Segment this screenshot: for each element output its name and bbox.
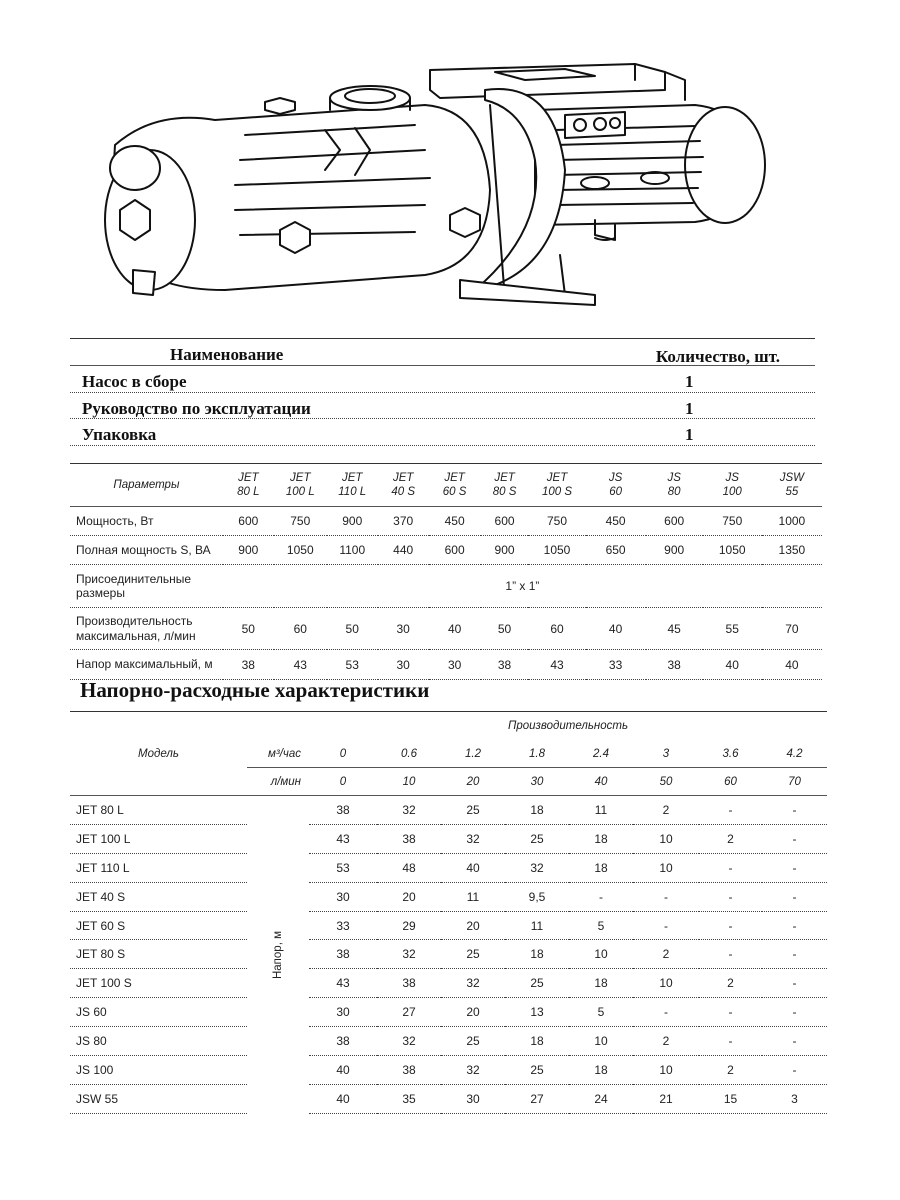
table-cell: - bbox=[762, 882, 827, 911]
lmin-value: 50 bbox=[633, 768, 699, 796]
table-cell: 10 bbox=[633, 1056, 699, 1085]
table-cell: 30 bbox=[441, 1084, 505, 1113]
table-cell: 18 bbox=[569, 1056, 633, 1085]
table-cell: 40 bbox=[703, 650, 762, 680]
table-cell: 25 bbox=[441, 1027, 505, 1056]
table-cell: 900 bbox=[327, 507, 378, 536]
table-cell: 18 bbox=[569, 824, 633, 853]
m3-value: 3 bbox=[633, 740, 699, 768]
table-cell: 38 bbox=[309, 1027, 377, 1056]
table-row bbox=[70, 882, 827, 911]
table-cell: 2 bbox=[633, 940, 699, 969]
table-cell: 50 bbox=[327, 608, 378, 650]
table-row bbox=[70, 940, 827, 969]
pressure-flow-table bbox=[70, 711, 827, 1114]
table-cell: 32 bbox=[441, 1056, 505, 1085]
table-cell: 2 bbox=[633, 1027, 699, 1056]
table-cell: 440 bbox=[378, 536, 429, 565]
table-cell: 43 bbox=[309, 969, 377, 998]
table-cell: 1050 bbox=[274, 536, 327, 565]
table-cell: 33 bbox=[586, 650, 646, 680]
table-cell: - bbox=[762, 1027, 827, 1056]
table-cell: 2 bbox=[699, 969, 762, 998]
table-row bbox=[70, 650, 822, 680]
table-cell: 370 bbox=[378, 507, 429, 536]
row-model: JET 110 L bbox=[70, 853, 247, 882]
table-row bbox=[70, 1084, 827, 1113]
table-row bbox=[70, 853, 827, 882]
table-cell: 15 bbox=[699, 1084, 762, 1113]
table-cell: 13 bbox=[505, 998, 569, 1027]
table-row bbox=[70, 536, 822, 565]
row-model: JS 100 bbox=[70, 1056, 247, 1085]
table-cell: 32 bbox=[377, 1027, 441, 1056]
table-cell: 10 bbox=[569, 1027, 633, 1056]
table-cell: 29 bbox=[377, 911, 441, 940]
item-name: Руководство по эксплуатации bbox=[82, 398, 311, 418]
table-cell: - bbox=[762, 796, 827, 825]
table-cell: 750 bbox=[703, 507, 762, 536]
table-cell: 70 bbox=[762, 608, 822, 650]
table-cell: 3 bbox=[762, 1084, 827, 1113]
table-cell: 48 bbox=[377, 853, 441, 882]
parameters-table bbox=[70, 463, 822, 680]
row-model: JET 40 S bbox=[70, 882, 247, 911]
head-axis-cell bbox=[247, 796, 309, 1114]
table-cell: 1000 bbox=[762, 507, 822, 536]
lmin-value: 40 bbox=[569, 768, 633, 796]
table-cell: - bbox=[762, 969, 827, 998]
table-cell: 18 bbox=[505, 796, 569, 825]
table-cell: 32 bbox=[505, 853, 569, 882]
unit-m3: м³/час bbox=[247, 740, 309, 768]
table-cell: - bbox=[569, 882, 633, 911]
lmin-value: 0 bbox=[309, 768, 377, 796]
table-cell: 600 bbox=[481, 507, 529, 536]
blank-cell bbox=[247, 712, 309, 741]
capacity-header-row bbox=[70, 712, 827, 741]
m3-value: 0 bbox=[309, 740, 377, 768]
table-cell: 10 bbox=[633, 824, 699, 853]
row-label: Присоединительные размеры bbox=[70, 565, 223, 608]
table-cell: - bbox=[762, 824, 827, 853]
lmin-value: 30 bbox=[505, 768, 569, 796]
section-title: Напорно-расходные характеристики bbox=[80, 678, 430, 702]
table-cell: 600 bbox=[429, 536, 481, 565]
table-cell: 43 bbox=[528, 650, 585, 680]
lmin-value: 60 bbox=[699, 768, 762, 796]
table-cell: 20 bbox=[441, 911, 505, 940]
row-model: JET 60 S bbox=[70, 911, 247, 940]
list-item bbox=[70, 366, 815, 393]
model-header: JET 100 L bbox=[274, 464, 327, 507]
table-cell: 1050 bbox=[528, 536, 585, 565]
table-cell: 9,5 bbox=[505, 882, 569, 911]
model-header: JSW 55 bbox=[762, 464, 822, 507]
table-cell: 27 bbox=[505, 1084, 569, 1113]
table-cell: - bbox=[699, 940, 762, 969]
table-cell: 900 bbox=[223, 536, 274, 565]
table-cell: 600 bbox=[646, 507, 703, 536]
table-cell: 750 bbox=[274, 507, 327, 536]
table-cell: 38 bbox=[481, 650, 529, 680]
table-cell: 40 bbox=[441, 853, 505, 882]
table-cell: 38 bbox=[377, 1056, 441, 1085]
m3-value: 2.4 bbox=[569, 740, 633, 768]
unit-lmin: л/мин bbox=[247, 768, 309, 796]
capacity-header: Производительность bbox=[508, 720, 628, 732]
table-cell: 38 bbox=[646, 650, 703, 680]
item-qty: 1 bbox=[685, 398, 694, 418]
table-cell: 1100 bbox=[327, 536, 378, 565]
table-cell: 20 bbox=[441, 998, 505, 1027]
m3-value: 1.2 bbox=[441, 740, 505, 768]
lmin-value: 20 bbox=[441, 768, 505, 796]
params-header-row bbox=[70, 464, 822, 507]
row-label: Напор максимальный, м bbox=[70, 650, 223, 680]
table-cell: 40 bbox=[429, 608, 481, 650]
table-row bbox=[70, 608, 822, 650]
table-cell: 55 bbox=[703, 608, 762, 650]
table-cell: - bbox=[633, 882, 699, 911]
table-cell: 32 bbox=[441, 824, 505, 853]
table-cell: - bbox=[699, 1027, 762, 1056]
table-cell: 25 bbox=[505, 1056, 569, 1085]
connection-size-value: 1” х 1” bbox=[223, 565, 822, 608]
row-model: JET 80 L bbox=[70, 796, 247, 825]
model-header: JS 80 bbox=[646, 464, 703, 507]
model-header: JET 110 L bbox=[327, 464, 378, 507]
table-cell: 60 bbox=[274, 608, 327, 650]
table-cell: 30 bbox=[309, 998, 377, 1027]
table-row bbox=[70, 1027, 827, 1056]
table-cell: 18 bbox=[569, 853, 633, 882]
model-header: JET 100 S bbox=[528, 464, 585, 507]
table-cell: 1350 bbox=[762, 536, 822, 565]
table-cell: - bbox=[762, 911, 827, 940]
table-cell: 10 bbox=[633, 853, 699, 882]
model-header: JET 40 S bbox=[378, 464, 429, 507]
table-cell: - bbox=[633, 998, 699, 1027]
table-cell: 32 bbox=[377, 796, 441, 825]
table-cell: 900 bbox=[646, 536, 703, 565]
m3-value: 1.8 bbox=[505, 740, 569, 768]
m3-value: 3.6 bbox=[699, 740, 762, 768]
table-cell: 25 bbox=[505, 824, 569, 853]
table-row bbox=[70, 1056, 827, 1085]
table-cell: - bbox=[762, 998, 827, 1027]
table-cell: 38 bbox=[377, 824, 441, 853]
table-cell: 2 bbox=[699, 824, 762, 853]
table-cell: 50 bbox=[223, 608, 274, 650]
lmin-value: 10 bbox=[377, 768, 441, 796]
table-cell: 2 bbox=[699, 1056, 762, 1085]
table-cell: 30 bbox=[378, 650, 429, 680]
table-cell: 35 bbox=[377, 1084, 441, 1113]
table-cell: 18 bbox=[569, 969, 633, 998]
contents-header bbox=[70, 339, 815, 366]
table-cell: 38 bbox=[309, 796, 377, 825]
m3-value: 0.6 bbox=[377, 740, 441, 768]
model-header: JET 80 L bbox=[223, 464, 274, 507]
model-header: JET 80 S bbox=[481, 464, 529, 507]
table-cell: - bbox=[699, 998, 762, 1027]
table-cell: 38 bbox=[223, 650, 274, 680]
table-cell: 27 bbox=[377, 998, 441, 1027]
item-qty: 1 bbox=[685, 425, 694, 444]
head-axis-label: Напор, м bbox=[272, 930, 284, 979]
row-label: Полная мощность S, ВА bbox=[70, 536, 223, 565]
table-cell: 25 bbox=[441, 796, 505, 825]
name-header: Наименование bbox=[170, 345, 284, 364]
table-cell: 900 bbox=[481, 536, 529, 565]
table-row bbox=[70, 911, 827, 940]
list-item bbox=[70, 393, 815, 420]
table-cell: 10 bbox=[569, 940, 633, 969]
table-cell: - bbox=[699, 882, 762, 911]
table-cell: 650 bbox=[586, 536, 646, 565]
table-cell: 38 bbox=[377, 969, 441, 998]
model-header: Модель bbox=[70, 712, 247, 796]
table-cell: 750 bbox=[528, 507, 585, 536]
table-row bbox=[70, 998, 827, 1027]
list-item bbox=[70, 419, 815, 446]
table-row bbox=[70, 969, 827, 998]
row-model: JS 80 bbox=[70, 1027, 247, 1056]
table-cell: 30 bbox=[378, 608, 429, 650]
table-row bbox=[70, 824, 827, 853]
table-cell: 40 bbox=[309, 1056, 377, 1085]
table-cell: 40 bbox=[309, 1084, 377, 1113]
table-cell: - bbox=[699, 911, 762, 940]
table-cell: 5 bbox=[569, 911, 633, 940]
table-cell: 43 bbox=[274, 650, 327, 680]
table-cell: 40 bbox=[586, 608, 646, 650]
table-cell: 11 bbox=[505, 911, 569, 940]
table-cell: 30 bbox=[429, 650, 481, 680]
table-cell: 18 bbox=[505, 940, 569, 969]
table-cell: - bbox=[699, 796, 762, 825]
table-cell: 53 bbox=[327, 650, 378, 680]
table-cell: 450 bbox=[586, 507, 646, 536]
lmin-value: 70 bbox=[762, 768, 827, 796]
table-cell: 33 bbox=[309, 911, 377, 940]
table-row bbox=[70, 507, 822, 536]
params-header: Параметры bbox=[70, 464, 223, 507]
table-cell: 30 bbox=[309, 882, 377, 911]
table-cell: 60 bbox=[528, 608, 585, 650]
model-header: JET 60 S bbox=[429, 464, 481, 507]
row-model: JSW 55 bbox=[70, 1084, 247, 1113]
table-cell: 10 bbox=[633, 969, 699, 998]
table-cell: 20 bbox=[377, 882, 441, 911]
table-cell: 24 bbox=[569, 1084, 633, 1113]
table-cell: 53 bbox=[309, 853, 377, 882]
table-cell: 25 bbox=[441, 940, 505, 969]
row-model: JS 60 bbox=[70, 998, 247, 1027]
pump-illustration bbox=[95, 50, 775, 325]
item-qty: 1 bbox=[685, 372, 694, 391]
model-header: JS 100 bbox=[703, 464, 762, 507]
model-header: JS 60 bbox=[586, 464, 646, 507]
table-cell: - bbox=[633, 911, 699, 940]
item-name: Упаковка bbox=[82, 425, 157, 444]
row-model: JET 100 S bbox=[70, 969, 247, 998]
table-cell: 5 bbox=[569, 998, 633, 1027]
table-cell: 600 bbox=[223, 507, 274, 536]
table-cell: 25 bbox=[505, 969, 569, 998]
table-cell: 2 bbox=[633, 796, 699, 825]
table-row bbox=[70, 796, 827, 825]
table-cell: - bbox=[699, 853, 762, 882]
table-cell: 21 bbox=[633, 1084, 699, 1113]
qty-header: Количество, шт. bbox=[655, 347, 780, 366]
row-label: Мощность, Вт bbox=[70, 507, 223, 536]
table-cell: 38 bbox=[309, 940, 377, 969]
table-cell: 45 bbox=[646, 608, 703, 650]
table-cell: - bbox=[762, 1056, 827, 1085]
item-name: Насос в сборе bbox=[82, 372, 187, 391]
row-model: JET 100 L bbox=[70, 824, 247, 853]
table-cell: 11 bbox=[441, 882, 505, 911]
table-cell: 11 bbox=[569, 796, 633, 825]
row-label: Производительность максимальная, л/мин bbox=[70, 608, 223, 650]
table-cell: 43 bbox=[309, 824, 377, 853]
table-cell: 50 bbox=[481, 608, 529, 650]
table-cell: - bbox=[762, 853, 827, 882]
table-cell: 18 bbox=[505, 1027, 569, 1056]
table-cell: 32 bbox=[441, 969, 505, 998]
delivery-contents-table bbox=[70, 338, 815, 446]
table-row bbox=[70, 565, 822, 608]
table-cell: 40 bbox=[762, 650, 822, 680]
table-cell: 1050 bbox=[703, 536, 762, 565]
table-cell: 32 bbox=[377, 940, 441, 969]
table-cell: - bbox=[762, 940, 827, 969]
m3-value: 4.2 bbox=[762, 740, 827, 768]
row-model: JET 80 S bbox=[70, 940, 247, 969]
table-cell: 450 bbox=[429, 507, 481, 536]
